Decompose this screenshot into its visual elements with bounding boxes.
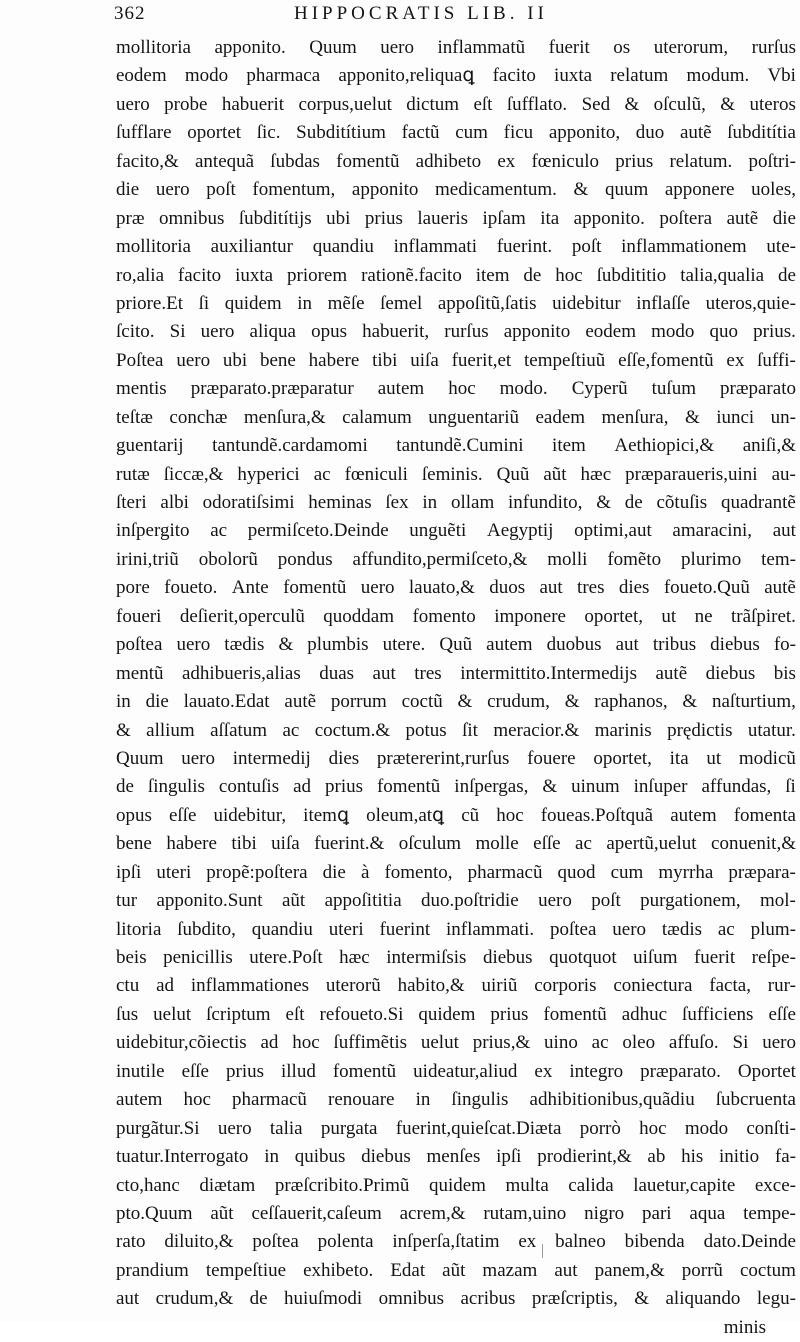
text-line: pto.Quum aũt ceſſauerit,caſeum acrem,& rutam,uino nigro pari aqua tempe- — [116, 1202, 796, 1224]
text-line: ſufflare oportet ſic. Subditítium factũ cum ficu apponito, duo autẽ ſubditítia — [116, 122, 796, 144]
text-line: præ omnibus ſubditítijs ubi prius laueris ipſam ita apponito. poſtera autẽ die — [116, 207, 796, 229]
text-line: ſus uelut ſcriptum eſt refoueto.Si quidem prius fomentũ adhuc ſufficiens eſſe — [116, 1003, 796, 1025]
text-line: mollitoria apponito. Quum uero inflammatũ fuerit os uterorum, rurſus — [116, 37, 796, 58]
text-line: pore foueto. Ante fomentũ uero lauato,& duos aut tres dies foueto.Quũ autẽ — [116, 577, 796, 599]
text-line: Quum uero intermedij dies prætererint,rurſus fouere oportet, ita ut modicũ — [116, 747, 796, 769]
text-line: facito,& antequã ſubdas fomentũ adhibeto ex fœniculo prius relatum. poſtri- — [116, 150, 796, 172]
text-line: prandium tempeſtiue exhibeto. Edat aũt mazam aut panem,& porrũ coctum — [116, 1259, 796, 1281]
text-line: cto,hanc diætam præſcribito.Primũ quidem multa calida lauetur,capite exce- — [116, 1174, 796, 1196]
text-line: teſtæ conchæ menſura,& calamum unguentariũ eadem menſura, & iunci un- — [116, 406, 796, 428]
text-line: die uero poſt fomentum, apponito medicamentum. & quum apponere uoles, — [116, 179, 796, 201]
text-line: & allium aſſatum ac coctum.& potus ſit meracior.& marinis prędictis utatur. — [116, 719, 796, 741]
text-line: opus eſſe uidebitur, itemꝗ oleum,atꝗ cũ hoc foueas.Poſtquã autem fomenta — [116, 804, 796, 826]
text-line: foueri deſierit,operculũ quoddam fomento imponere oportet, ut ne trãſpiret. — [116, 605, 796, 627]
text-line: rato diluito,& poſtea polenta inſperſa,ſtatim ex balneo bibenda dato.Deinde — [116, 1231, 796, 1253]
text-line: uidebitur,cõiectis ad hoc ſuffimẽtis uelut prius,& uino ac oleo affuſo. Si uero — [116, 1032, 796, 1054]
text-line: poſtea uero tædis & plumbis utere. Quũ autem duobus aut tribus diebus fo- — [116, 634, 796, 656]
text-line: de ſingulis contuſis ad prius fomentũ inſpergas, & uinum inſuper affundas, ſi — [116, 776, 796, 798]
stray-mark — [542, 1244, 547, 1258]
text-line: tur apponito.Sunt aũt appoſititia duo.poſtridie uero poſt purgationem, mol- — [116, 890, 796, 912]
text-line: Poſtea uero ubi bene habere tibi uiſa fuerit,et tempeſtiuũ eſſe,fomentũ ex ſuffi- — [116, 349, 796, 371]
text-line: autem hoc pharmacũ renouare in ſingulis adhibitionibus,quãdiu ſubcruenta — [116, 1089, 796, 1111]
body-text — [116, 34, 796, 1342]
text-line: eodem modo pharmaca apponito,reliquaꝗ facito iuxta relatum modum. Vbi — [116, 65, 796, 87]
text-line: ipſi uteri propẽ:poſtera die à fomento, pharmacũ quod cum myrrha præpara- — [116, 861, 796, 883]
text-line: ſcito. Si uero aliqua opus habuerit, rurſus apponito eodem modo quo prius. — [116, 321, 796, 343]
text-line: ſteri albi odoratiſsimi heminas ſex in ollam infundito, & de cõtuſis quadrantẽ — [116, 492, 796, 513]
text-line: litoria ſubdito, quandiu uteri fuerint inflammati. poſtea uero tædis ac plum- — [116, 918, 796, 940]
text-line: bene habere tibi uiſa fuerint.& oſculum molle eſſe ac apertũ,uelut conuenit,& — [116, 833, 796, 855]
text-line: priore.Et ſi quidem in mẽſe ſemel appoſitũ,ſatis uidebitur inflaſſe uteros,quie- — [116, 292, 796, 314]
text-line: tuatur.Interrogato in quibus diebus menſes ipſi prodierint,& ab his initio fa- — [116, 1146, 796, 1168]
text-line: aut crudum,& de huiuſmodi omnibus acribus præſcriptis, & aliquando legu- — [116, 1288, 796, 1310]
text-line: mentis præparato.præparatur autem hoc modo. Cyperũ tuſum præparato — [116, 378, 796, 400]
text-line: ro,alia facito iuxta priorem rationẽ.facito item de hoc ſubdititio talia,qualia de — [116, 264, 796, 286]
page-header — [114, 3, 800, 33]
text-line: mollitoria auxiliantur quandiu inflammati fuerint. poſt inflammationem ute- — [116, 236, 796, 258]
text-line: inſpergito ac permiſceto.Deinde unguẽti Aegyptij optimi,aut amaracini, aut — [116, 520, 796, 542]
text-line: irini,triũ obolorũ pondus affundito,permiſceto,& molli fomẽto plurimo tem- — [116, 548, 796, 570]
text-line: inutile eſſe prius illud fomentũ uideatur,aliud ex integro præparato. Oportet — [116, 1060, 796, 1082]
text-line: beis penicillis utere.Poſt hæc intermiſsis diebus quotquot uiſum fuerit reſpe- — [116, 947, 796, 968]
text-line: purgãtur.Si uero talia purgata fuerint,quieſcat.Diæta porrò hoc modo conſti- — [116, 1117, 796, 1139]
running-title: HIPPOCRATIS LIB. II — [294, 3, 548, 24]
text-line: uero probe habuerit corpus,uelut dictum eſt ſufflato. Sed & oſculũ, & uteros — [116, 93, 796, 115]
text-line: guentarij tantundẽ.cardamomi tantundẽ.Cumini item Aethiopici,& aniſi,& — [116, 435, 796, 457]
text-line: rutæ ſiccæ,& hyperici ac fœniculi ſeminis. Quũ aũt hæc præparaueris,uini au- — [116, 463, 796, 485]
page-number: 362 — [114, 3, 146, 24]
catchword: minis — [723, 1316, 766, 1338]
text-line: ctu ad inflammationes uterorũ habito,& uiriũ corporis coniectura facta, rur- — [116, 975, 796, 997]
text-line: mentũ adhibueris,alias duas aut tres intermittito.Intermedijs autẽ diebus bis — [116, 662, 796, 684]
text-line: in die lauato.Edat autẽ porrum coctũ & crudum, & raphanos, & naſturtium, — [116, 691, 796, 713]
